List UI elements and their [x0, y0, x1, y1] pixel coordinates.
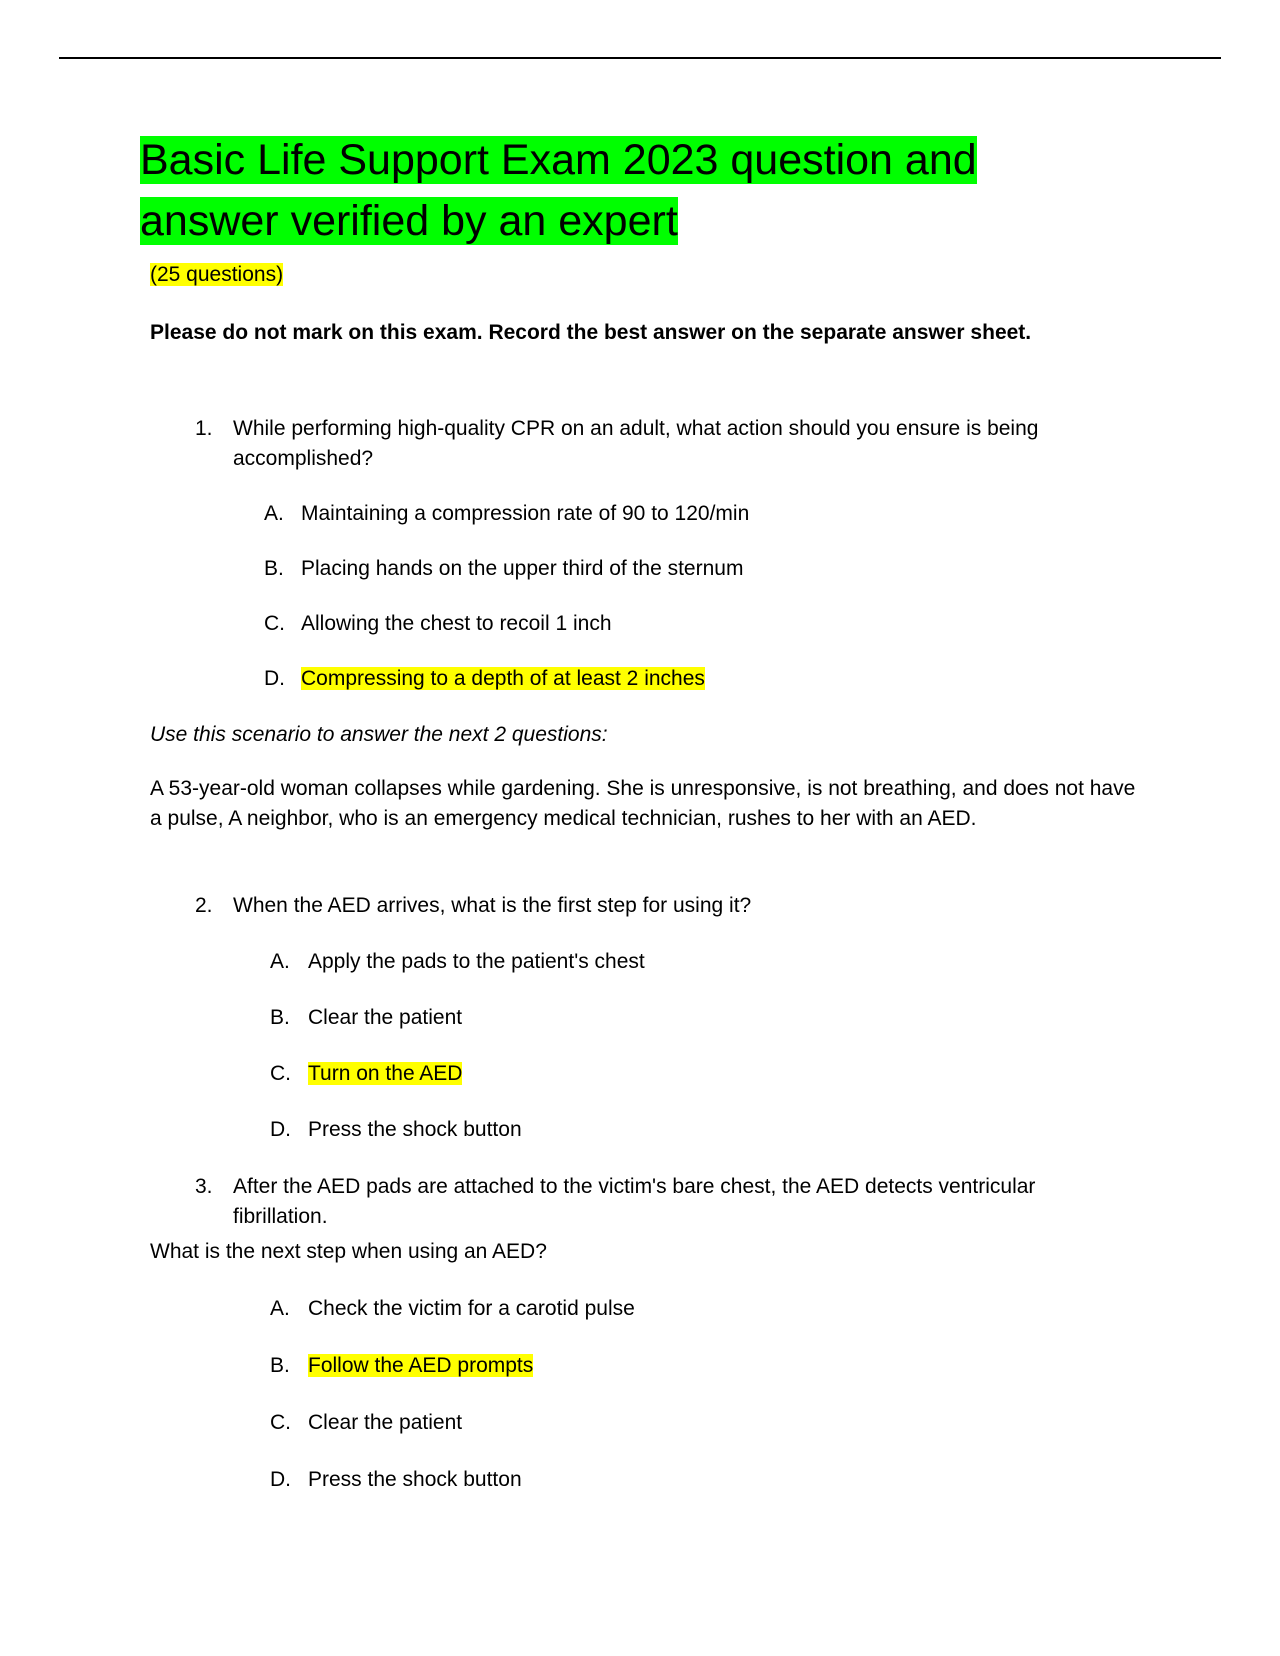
- q1-option-a-text: Maintaining a compression rate of 90 to 120/min: [301, 502, 750, 525]
- q2-option-d-text: Press the shock button: [308, 1118, 522, 1141]
- header-rule: [59, 57, 1221, 59]
- q2-correct-answer: Turn on the AED: [308, 1062, 463, 1085]
- q1-option-b-letter: B.: [264, 557, 284, 580]
- q3-correct-answer: Follow the AED prompts: [308, 1354, 534, 1377]
- q1-option-a-letter: A.: [264, 502, 284, 525]
- title-line-1: Basic Life Support Exam 2023 question and: [140, 136, 977, 184]
- q2-option-a-text: Apply the pads to the patient's chest: [308, 950, 645, 973]
- question-count-text: (25 questions): [150, 263, 284, 286]
- title-line-2: answer verified by an expert: [140, 197, 678, 245]
- question-2-text: When the AED arrives, what is the first step for using it?: [233, 894, 752, 917]
- question-3-number: 3.: [195, 1175, 213, 1198]
- q1-option-d-text: [301, 664, 705, 694]
- q3-option-a-letter: A.: [270, 1297, 290, 1320]
- question-1-number: 1.: [195, 417, 213, 440]
- page-title: [140, 130, 1070, 252]
- q3-option-c-text: Clear the patient: [308, 1411, 463, 1434]
- exam-instructions: Please do not mark on this exam. Record the best answer on the separate answer sheet.: [150, 321, 1032, 344]
- scenario-intro: Use this scenario to answer the next 2 questions:: [150, 723, 608, 746]
- q3-option-d-letter: D.: [270, 1468, 291, 1491]
- question-3-text: After the AED pads are attached to the victim's bare chest, the AED detects ventricular fibrillation.: [233, 1175, 1036, 1228]
- q1-option-d-letter: D.: [264, 667, 285, 690]
- q2-option-b-text: Clear the patient: [308, 1006, 463, 1029]
- q1-option-c-letter: C.: [264, 612, 285, 635]
- q3-option-d-text: Press the shock button: [308, 1468, 522, 1491]
- q1-correct-answer: Compressing to a depth of at least 2 inches: [301, 667, 705, 690]
- q3-option-b-letter: B.: [270, 1354, 290, 1377]
- question-count: [150, 260, 283, 290]
- q2-option-a-letter: A.: [270, 950, 290, 973]
- question-1-text: While performing high-quality CPR on an adult, what action should you ensure is being accomplished?: [233, 417, 1039, 470]
- q1-option-b-text: Placing hands on the upper third of the sternum: [301, 557, 744, 580]
- scenario-text: A 53-year-old woman collapses while gardening. She is unresponsive, is not breathing, and does not have a pulse, A neighbor, who is an emergency medical technician, rushes to her with an AED.: [150, 777, 1136, 830]
- q3-option-a-text: Check the victim for a carotid pulse: [308, 1297, 635, 1320]
- q2-option-b-letter: B.: [270, 1006, 290, 1029]
- q2-option-c-text: [308, 1059, 462, 1089]
- q2-option-d-letter: D.: [270, 1118, 291, 1141]
- question-3-followup: What is the next step when using an AED?: [150, 1240, 547, 1263]
- q3-option-c-letter: C.: [270, 1411, 291, 1434]
- question-2-number: 2.: [195, 894, 213, 917]
- q1-option-c-text: Allowing the chest to recoil 1 inch: [301, 612, 612, 635]
- q2-option-c-letter: C.: [270, 1062, 291, 1085]
- q3-option-b-text: [308, 1351, 533, 1381]
